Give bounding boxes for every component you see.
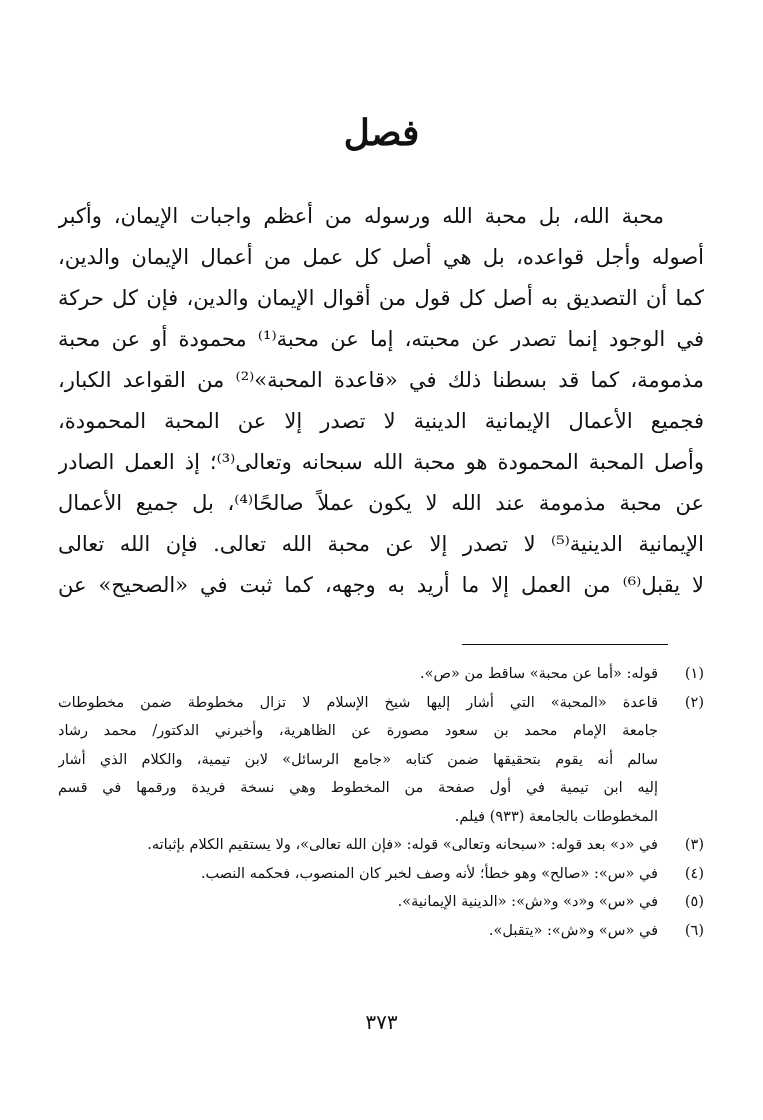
footnote-line: في «س»: «صالح» وهو خطأ؛ لأنه وصف لخبر كان المنصوب، فحكمه النصب. — [200, 865, 658, 882]
footnote-number: (٦) — [684, 922, 704, 939]
chapter-title: فصل — [343, 112, 420, 154]
footnote-line: إليه ابن تيمية في أول صفحة من المخطوط وهي نسخة فريدة ورقمها في قسم — [58, 780, 658, 796]
footnote — [58, 660, 704, 689]
text-line: كما أن التصديق به أصل كل قول من أقوال الإيمان والدين، فإن كل حركة — [58, 286, 704, 310]
page-number: ٣٧٣ — [365, 1010, 398, 1034]
footnotes — [58, 660, 704, 945]
footnote — [58, 917, 704, 946]
text-line: أصوله وأجل قواعده، بل هي أصل كل عمل من أعمال الإيمان والدين، — [58, 245, 704, 269]
footnote-number: (٤) — [684, 865, 704, 882]
footnote-line: في «د» بعد قوله: «سبحانه وتعالى» قوله: «فإن الله تعالى»، ولا يستقيم الكلام بإثباته. — [147, 837, 658, 853]
footnote-separator — [462, 644, 668, 645]
footnote-line: في «س» و«ش»: «يتقبل». — [488, 922, 658, 939]
text-line: عن محبة مذمومة عند الله لا يكون عملاً صالحًا⁽⁴⁾، بل جميع الأعمال — [58, 491, 704, 515]
footnote-line: سالم أنه يقوم بتحقيقها ضمن كتابه «جامع الرسائل» لابن تيمية، والكلام الذي أشار — [58, 751, 658, 768]
footnote-number: (٢) — [684, 694, 704, 711]
main-text — [58, 196, 704, 606]
footnote-line: قوله: «أما عن محبة» ساقط من «ص». — [419, 666, 658, 682]
footnote-number: (٥) — [684, 894, 704, 910]
footnote-number: (٣) — [684, 837, 704, 853]
text-line: الإيمانية الدينية⁽⁵⁾ لا تصدر إلا عن محبة الله تعالى. فإن الله تعالى — [58, 532, 704, 556]
footnote — [58, 860, 704, 889]
text-line: مذمومة، كما قد بسطنا ذلك في «قاعدة المحبة»⁽²⁾ من القواعد الكبار، — [58, 368, 704, 392]
text-line: محبة الله، بل محبة الله ورسوله من أعظم واجبات الإيمان، وأكبر — [58, 204, 664, 228]
footnote — [58, 888, 704, 917]
footnote-number: (١) — [684, 666, 704, 682]
text-line: في الوجود إنما تصدر عن محبته، إما عن محبة⁽¹⁾ محمودة أو عن محبة — [58, 327, 704, 351]
footnote — [58, 831, 704, 860]
footnote — [58, 689, 704, 832]
text-line: لا يقبل⁽⁶⁾ من العمل إلا ما أريد به وجهه، كما ثبت في «الصحيح» عن — [58, 573, 704, 597]
footnote-line: جامعة الإمام محمد بن سعود مصورة عن الظاهرية، وأخبرني الدكتور/ محمد رشاد — [58, 723, 658, 739]
text-line: فجميع الأعمال الإيمانية الدينية لا تصدر إلا عن المحبة المحمودة، — [58, 409, 704, 433]
footnote-line: المخطوطات بالجامعة (٩٣٣) فيلم. — [454, 808, 658, 825]
text-line: وأصل المحبة المحمودة هو محبة الله سبحانه وتعالى⁽³⁾؛ إذ العمل الصادر — [58, 450, 704, 474]
footnote-line: في «س» و«د» و«ش»: «الدينية الإيمانية». — [397, 894, 658, 910]
footnote-line: قاعدة «المحبة» التي أشار إليها شيخ الإسلام لا تزال مخطوطة ضمن مخطوطات — [58, 694, 658, 711]
